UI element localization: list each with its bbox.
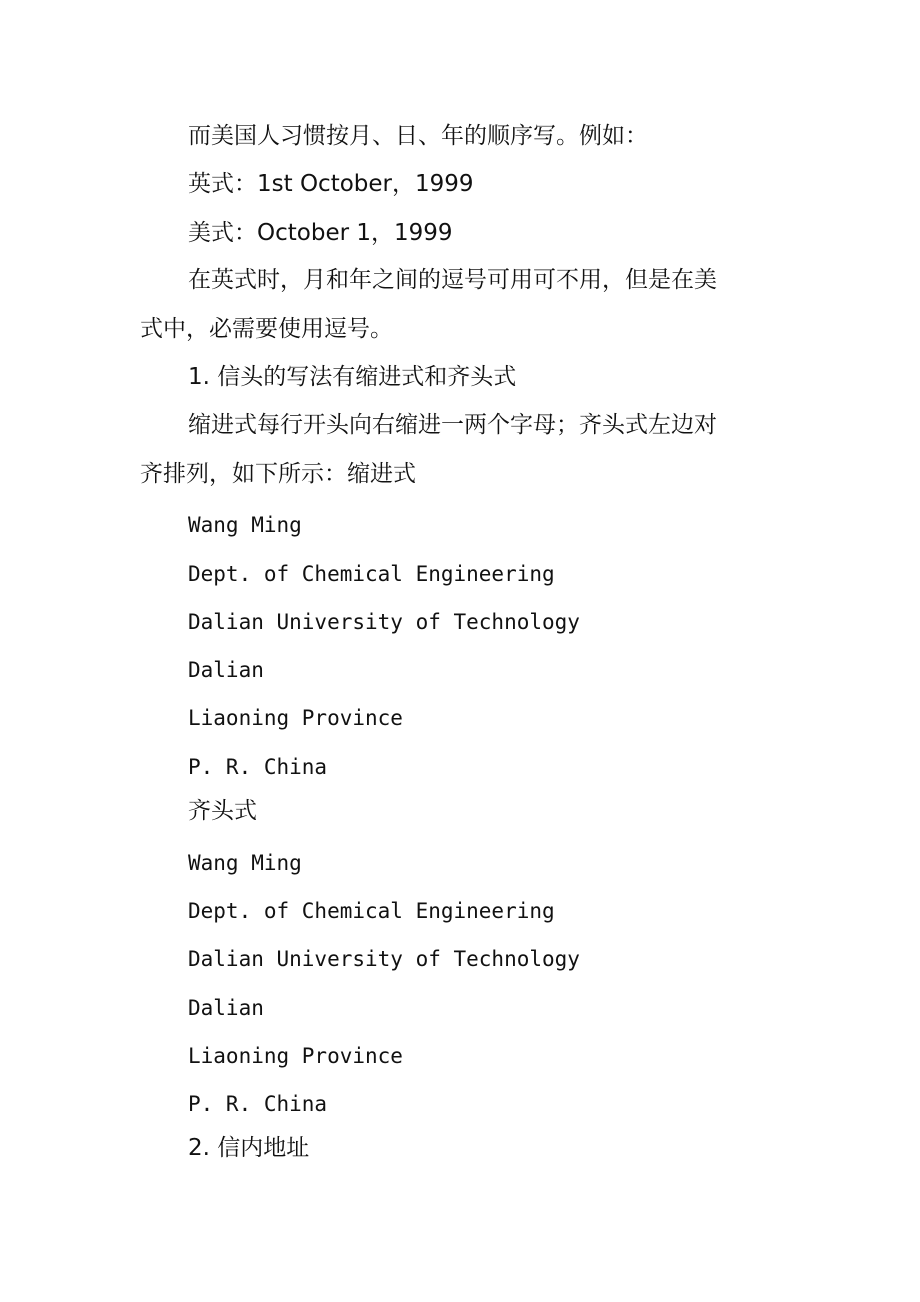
indented-name: Wang Ming bbox=[188, 513, 302, 537]
indent-description-line-2: 齐排列，如下所示：缩进式 bbox=[140, 461, 416, 487]
indented-university: Dalian University of Technology bbox=[188, 610, 580, 634]
paragraph-date-order: 而美国人习惯按月、日、年的顺序写。例如： bbox=[188, 123, 648, 149]
heading-1: 1. 信头的写法有缩进式和齐头式 bbox=[188, 364, 517, 390]
british-date-example: 英式：1st October，1999 bbox=[188, 171, 474, 197]
indented-city: Dalian bbox=[188, 658, 264, 682]
comma-note-line-2: 式中，必需要使用逗号。 bbox=[140, 316, 393, 342]
comma-note-line-1: 在英式时，月和年之间的逗号可用可不用，但是在美 bbox=[188, 267, 717, 293]
heading-2: 2. 信内地址 bbox=[188, 1135, 310, 1161]
indented-country: P. R. China bbox=[188, 755, 328, 779]
block-province: Liaoning Province bbox=[188, 1044, 403, 1068]
block-city: Dalian bbox=[188, 996, 264, 1020]
indent-description-line-1: 缩进式每行开头向右缩进一两个字母；齐头式左边对 bbox=[188, 412, 717, 438]
block-dept: Dept. of Chemical Engineering bbox=[188, 899, 555, 923]
block-style-label: 齐头式 bbox=[188, 798, 257, 824]
block-university: Dalian University of Technology bbox=[188, 947, 580, 971]
indented-province: Liaoning Province bbox=[188, 706, 403, 730]
block-country: P. R. China bbox=[188, 1092, 328, 1116]
indented-dept: Dept. of Chemical Engineering bbox=[188, 562, 555, 586]
block-name: Wang Ming bbox=[188, 851, 302, 875]
american-date-example: 美式：October 1，1999 bbox=[188, 220, 453, 246]
